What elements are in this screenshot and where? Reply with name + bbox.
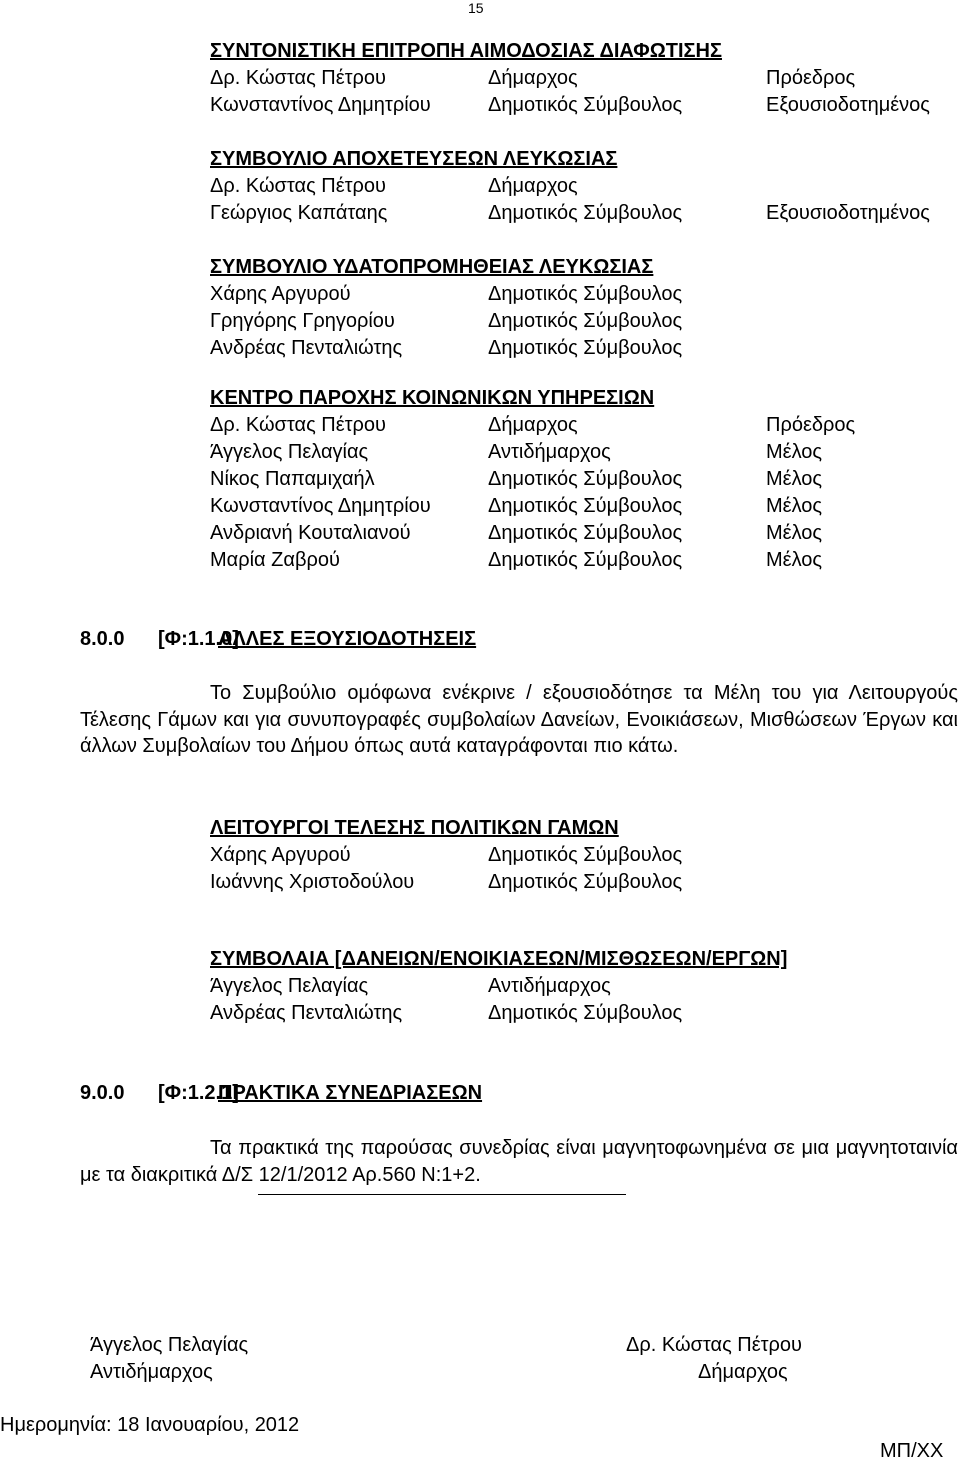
committee-title: ΣΥΜΒΟΥΛΙΟ ΥΔΑΤΟΠΡΟΜΗΘΕΙΑΣ ΛΕΥΚΩΣΙΑΣ [210,256,654,278]
member-name: Ανδρέας Πενταλιώτης [210,1002,403,1024]
member-name: Κωνσταντίνος Δημητρίου [210,495,431,517]
member-title: Δημοτικός Σύμβουλος [488,283,683,305]
committee-apochetefseon [210,146,960,227]
member-name: Άγγελος Πελαγίας [210,975,369,997]
page-number: 15 [468,0,484,16]
member-title: Δημοτικός Σύμβουλος [488,871,683,893]
member-name: Άγγελος Πελαγίας [210,441,369,463]
member-role: Μέλος [766,495,823,517]
footer-initials: ΜΠ/ΧΧ [880,1440,944,1462]
section-8-paragraph [80,680,958,760]
member-role: Μέλος [766,441,823,463]
member-name: Γρηγόρης Γρηγορίου [210,310,395,332]
member-name: Χάρης Αργυρού [210,283,351,305]
member-role: Μέλος [766,522,823,544]
member-title: Δήμαρχος [488,175,578,197]
section-9-paragraph [80,1135,958,1188]
member-name: Νίκος Παπαμιχαήλ [210,468,375,490]
member-role: Μέλος [766,468,823,490]
member-role: Εξουσιοδοτημένος [766,202,930,224]
member-title: Αντιδήμαρχος [488,441,611,463]
signature-name: Άγγελος Πελαγίας [90,1334,249,1356]
paragraph-text: Τα πρακτικά της παρούσας συνεδρίας είναι μαγνητοφωνημένα σε μια μαγνητοταινία με τα διακριτικά Δ/Σ 12/1/2012 Αρ.560 Ν:1+2. [80,1137,958,1186]
section-number: 9.0.0 [80,1082,125,1104]
member-row [210,520,960,547]
member-role: Πρόεδρος [766,414,856,436]
signature-name: Δρ. Κώστας Πέτρου [626,1334,802,1356]
member-name: Γεώργιος Καπάταης [210,202,388,224]
member-title: Δημοτικός Σύμβουλος [488,202,683,224]
member-row [210,92,960,119]
member-role: Πρόεδρος [766,67,856,89]
member-role: Εξουσιοδοτημένος [766,94,930,116]
member-title: Δημοτικός Σύμβουλος [488,337,683,359]
member-role: Μέλος [766,549,823,571]
member-row [210,547,960,574]
member-row [210,173,960,200]
section-title: ΠΡΑΚΤΙΚΑ ΣΥΝΕΔΡΙΑΣΕΩΝ [218,1082,483,1104]
group-contracts [210,946,960,1027]
member-title: Δημοτικός Σύμβουλος [488,468,683,490]
section-8-heading [80,626,958,653]
member-name: Ιωάννης Χριστοδούλου [210,871,415,893]
member-row [210,200,960,227]
end-rule [258,1194,626,1195]
member-row [210,842,960,869]
member-title: Αντιδήμαρχος [488,975,611,997]
member-name: Ανδριανή Κουταλιανού [210,522,411,544]
paragraph-text: Το Συμβούλιο ομόφωνα ενέκρινε / εξουσιοδότησε τα Μέλη του για Λειτουργούς Τέλεσης Γάμων και για συνυπογραφές συμβολαίων Δανείων, Ενοικιάσεων, Μισθώσεων Έργων και άλλων Συμβολαίων του Δήμου όπως αυτά καταγράφονται πιο κάτω. [80,682,958,757]
signature-title: Δήμαρχος [698,1361,788,1383]
member-title: Δημοτικός Σύμβουλος [488,549,683,571]
section-number: 8.0.0 [80,628,125,650]
member-row [210,973,960,1000]
member-title: Δήμαρχος [488,67,578,89]
committee-kentro-parochis [210,385,960,574]
member-row [210,65,960,92]
member-title: Δήμαρχος [488,414,578,436]
member-row [210,308,960,335]
signature-title: Αντιδήμαρχος [90,1361,213,1383]
member-row [210,281,960,308]
signature-right [626,1332,802,1386]
member-title: Δημοτικός Σύμβουλος [488,94,683,116]
member-row [210,439,960,466]
member-name: Κωνσταντίνος Δημητρίου [210,94,431,116]
member-title: Δημοτικός Σύμβουλος [488,495,683,517]
member-name: Μαρία Ζαβρού [210,549,340,571]
member-title: Δημοτικός Σύμβουλος [488,522,683,544]
section-ref: [Φ:1.1.0] [158,628,239,650]
member-row [210,493,960,520]
group-title: ΣΥΜΒΟΛΑΙΑ [ΔΑΝΕΙΩΝ/ΕΝΟΙΚΙΑΣΕΩΝ/ΜΙΣΘΩΣΕΩΝ/ΕΡΓΩΝ] [210,948,788,970]
group-title: ΛΕΙΤΟΥΡΓΟΙ ΤΕΛΕΣΗΣ ΠΟΛΙΤΙΚΩΝ ΓΑΜΩΝ [210,817,619,839]
member-name: Δρ. Κώστας Πέτρου [210,67,386,89]
section-9-heading [80,1080,958,1107]
member-title: Δημοτικός Σύμβουλος [488,844,683,866]
member-row [210,1000,960,1027]
section-title: ΑΛΛΕΣ ΕΞΟΥΣΙΟΔΟΤΗΣΕΙΣ [218,628,477,650]
member-row [210,412,960,439]
member-row [210,869,960,896]
committee-title: ΚΕΝΤΡΟ ΠΑΡΟΧΗΣ ΚΟΙΝΩΝΙΚΩΝ ΥΠΗΡΕΣΙΩΝ [210,387,655,409]
committee-ydatopromitheias [210,254,960,362]
member-name: Ανδρέας Πενταλιώτης [210,337,403,359]
footer-date: Ημερομηνία: 18 Ιανουαρίου, 2012 [0,1414,300,1436]
member-name: Χάρης Αργυρού [210,844,351,866]
section-ref: [Φ:1.2.1] [158,1082,239,1104]
member-row [210,335,960,362]
committee-aimodosia [210,38,960,119]
member-title: Δημοτικός Σύμβουλος [488,1002,683,1024]
member-row [210,466,960,493]
group-marriage-officers [210,815,960,896]
committee-title: ΣΥΜΒΟΥΛΙΟ ΑΠΟΧΕΤΕΥΣΕΩΝ ΛΕΥΚΩΣΙΑΣ [210,148,618,170]
member-name: Δρ. Κώστας Πέτρου [210,175,386,197]
member-name: Δρ. Κώστας Πέτρου [210,414,386,436]
committee-title: ΣΥΝΤΟΝΙΣΤΙΚΗ ΕΠΙΤΡΟΠΗ ΑΙΜΟΔΟΣΙΑΣ ΔΙΑΦΩΤΙΣΗΣ [210,40,722,62]
member-title: Δημοτικός Σύμβουλος [488,310,683,332]
signature-left [90,1332,248,1386]
